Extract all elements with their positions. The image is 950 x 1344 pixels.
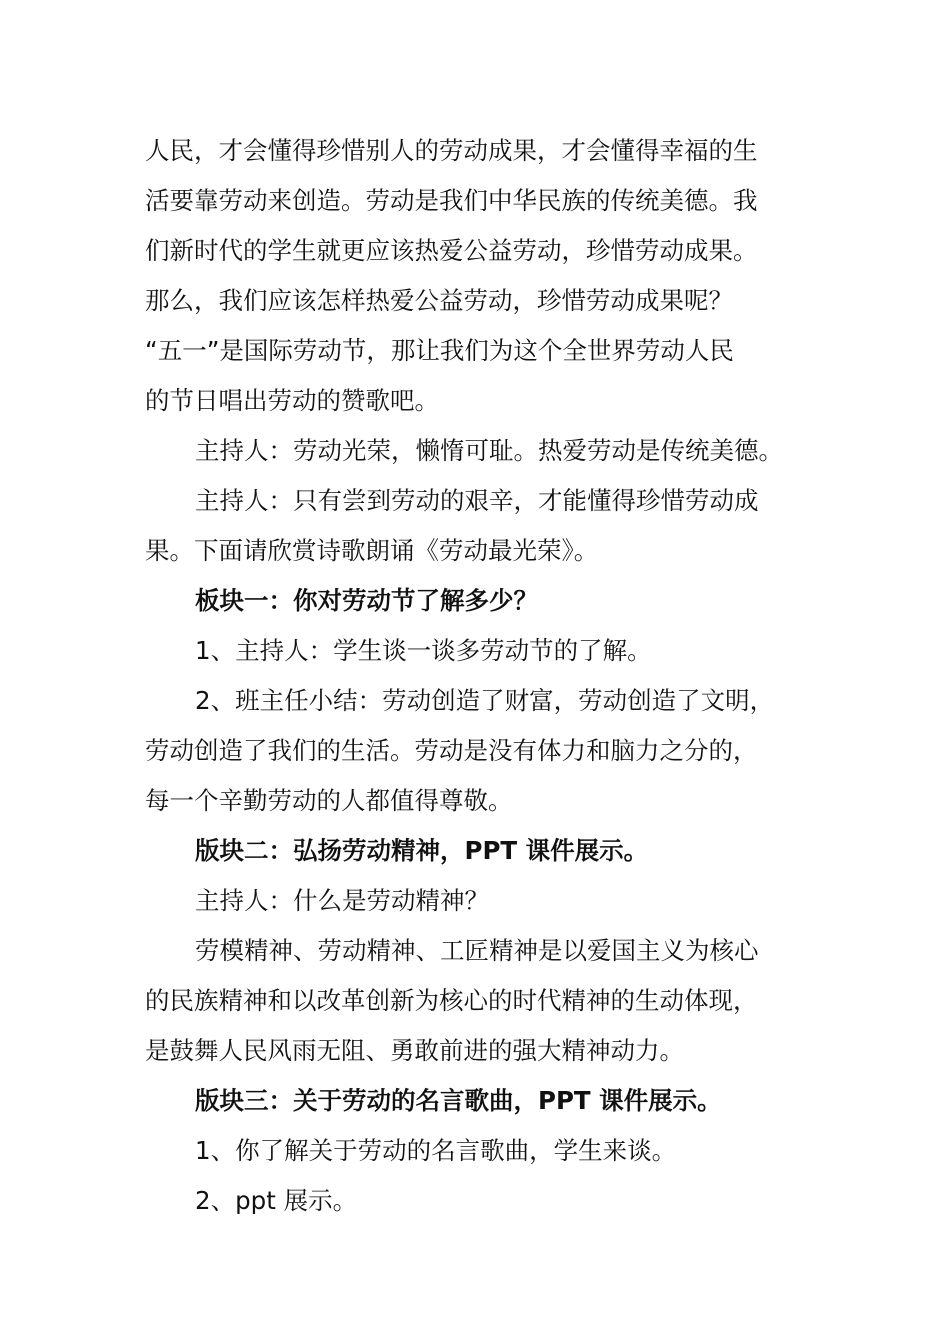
list-item-2: 2、班主任小结：劳动创造了财富，劳动创造了文明， [195, 686, 775, 715]
list-item-3: 1、你了解关于劳动的名言歌曲，学生来谈。 [195, 1136, 677, 1165]
text-line-17: 劳模精神、劳动精神、工匠精神是以爱国主义为核心 [195, 936, 759, 965]
text-line-1: 人民，才会懂得珍惜别人的劳动成果，才会懂得幸福的生 [145, 136, 758, 165]
host-question: 主持人：什么是劳动精神？ [195, 886, 489, 915]
text-line-5: “五一”是国际劳动节，那让我们为这个全世界劳动人民 [145, 336, 734, 365]
host-line-1: 主持人：劳动光荣，懒惰可耻。热爱劳动是传统美德。 [195, 436, 783, 465]
text-line-9: 果。下面请欣赏诗歌朗诵《劳动最光荣》。 [145, 536, 599, 565]
text-line-2: 活要靠劳动来创造。劳动是我们中华民族的传统美德。我 [145, 186, 758, 215]
text-line-18: 的民族精神和以改革创新为核心的时代精神的生动体现， [145, 986, 758, 1015]
text-line-19: 是鼓舞人民风雨无阻、勇敢前进的强大精神动力。 [145, 1036, 684, 1065]
text-line-3: 们新时代的学生就更应该热爱公益劳动，珍惜劳动成果。 [145, 236, 758, 265]
text-line-4: 那么，我们应该怎样热爱公益劳动，珍惜劳动成果呢？ [145, 286, 733, 315]
host-line-2: 主持人：只有尝到劳动的艰辛，才能懂得珍惜劳动成 [195, 486, 759, 515]
section-heading-1: 板块一：你对劳动节了解多少？ [195, 586, 538, 615]
document-body [145, 126, 810, 1226]
list-item-4: 2、ppt 展示。 [195, 1186, 358, 1215]
section-heading-3: 版块三：关于劳动的名言歌曲，PPT 课件展示。 [195, 1086, 722, 1115]
text-line-6: 的节日唱出劳动的赞歌吧。 [145, 386, 439, 415]
text-line-13: 劳动创造了我们的生活。劳动是没有体力和脑力之分的， [145, 736, 758, 765]
list-item-1: 1、主持人：学生谈一谈多劳动节的了解。 [195, 636, 652, 665]
section-heading-2: 版块二：弘扬劳动精神，PPT 课件展示。 [195, 836, 649, 865]
text-line-14: 每一个辛勤劳动的人都值得尊敬。 [145, 786, 513, 815]
